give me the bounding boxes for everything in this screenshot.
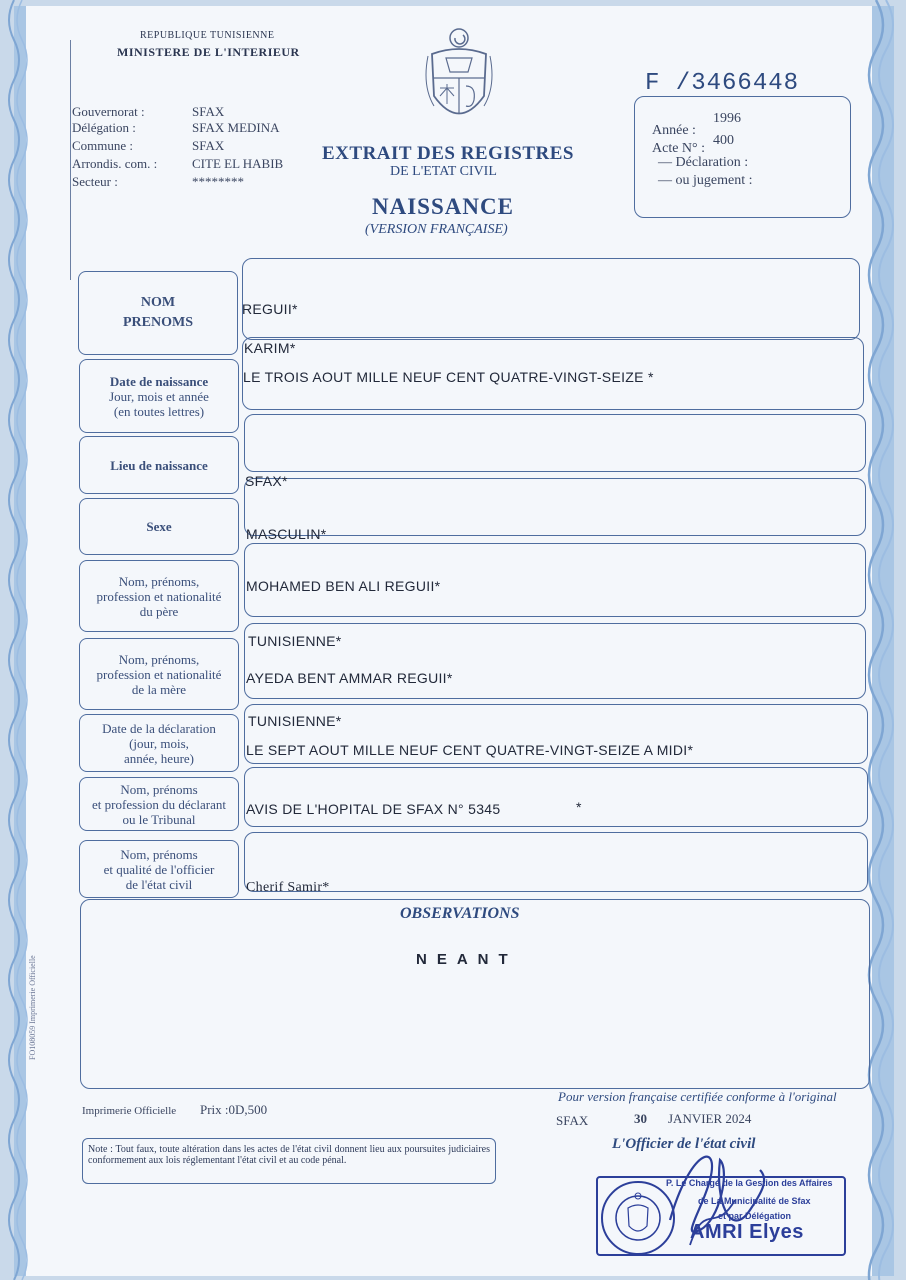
lieu-value: SFAX* — [245, 473, 288, 489]
title-extrait: EXTRAIT DES REGISTRES — [322, 143, 574, 164]
imprimerie-label: Imprimerie Officielle — [82, 1105, 177, 1117]
sexe-label: Sexe — [146, 519, 172, 534]
certification-text: Pour version française certifiée conforme à l'original — [558, 1089, 837, 1104]
side-print-text: FO108059 Imprimerie Officielle — [28, 955, 37, 1060]
stamp-name: AMRI Elyes — [690, 1221, 804, 1243]
stamp-line-1: P. Le Chargé de la Gestion des Affaires — [666, 1178, 833, 1188]
pere-label-1: Nom, prénoms, — [118, 573, 200, 589]
officier-value: Cherif Samir* — [246, 880, 330, 895]
field-value: SFAX MEDINA — [192, 120, 280, 135]
mere-label-3: de la mère — [131, 681, 187, 697]
title-naissance: NAISSANCE — [372, 194, 514, 219]
left-border-pattern — [0, 0, 30, 1280]
observations-title: OBSERVATIONS — [400, 905, 520, 922]
secteur-row — [72, 174, 244, 190]
acte-label: Acte N° : — [652, 141, 706, 156]
title-etat-civil: DE L'ETAT CIVIL — [390, 164, 497, 179]
prenom-value: KARIM* — [244, 340, 296, 356]
declarant-label-2: et profession du déclarant — [92, 796, 226, 812]
delegation-row — [72, 120, 280, 136]
republic-label: REPUBLIQUE TUNISIENNE — [140, 30, 275, 41]
note-text: Note : Tout faux, toute altération dans les actes de l'état civil donnent lieu aux poursuites judiciaires conformement aux lois réglementant l'état civil et au code pénal. — [88, 1144, 490, 1166]
nom-value: REGUII* — [242, 301, 298, 317]
month-year-value: JANVIER 2024 — [668, 1111, 752, 1126]
officier-value-box — [244, 832, 868, 892]
date-label-note: (en toutes lettres) — [113, 403, 205, 419]
lieu-label-box — [79, 436, 239, 494]
margin-line — [70, 40, 71, 280]
date-naissance-value: LE TROIS AOUT MILLE NEUF CENT QUATRE-VINGT-SEIZE * — [243, 369, 654, 385]
nom-value-box — [242, 258, 860, 340]
annee-label: Année : — [652, 123, 696, 138]
signature-mark — [660, 1140, 780, 1250]
officier-label-box — [79, 840, 239, 898]
annee-value: 1996 — [713, 111, 741, 126]
serial-number: F /3466448 — [645, 70, 800, 97]
ministry-label: MINISTERE DE L'INTERIEUR — [117, 45, 300, 59]
declaration-label-box — [79, 714, 239, 772]
declaration-value: LE SEPT AOUT MILLE NEUF CENT QUATRE-VINGT-SEIZE A MIDI* — [246, 742, 694, 758]
commune-row — [72, 138, 224, 154]
field-label: Secteur : — [72, 174, 118, 189]
declaration-label: — Déclaration : — [658, 155, 749, 170]
pere-label-3: du père — [139, 603, 179, 619]
place-value: SFAX — [556, 1113, 589, 1128]
decl-label-1: Date de la déclaration — [102, 720, 216, 736]
stamp-line-2: de La Municipalité de Sfax — [698, 1196, 811, 1206]
gouvernorat-row — [72, 104, 224, 120]
declarant-label-box — [79, 777, 239, 831]
sexe-label-box — [79, 498, 239, 555]
coat-of-arms-icon — [424, 26, 494, 136]
sexe-value-box — [244, 478, 866, 536]
nom-label-box — [78, 271, 238, 355]
declarant-star: * — [576, 799, 582, 815]
pere-nationalite-value: TUNISIENNE* — [248, 633, 342, 649]
sexe-value: MASCULIN* — [246, 526, 327, 542]
jugement-label: — ou jugement : — [658, 173, 753, 188]
arrondissement-row — [72, 156, 283, 172]
field-label: Arrondis. com. : — [72, 156, 158, 171]
field-value: CITE EL HABIB — [192, 156, 284, 171]
mere-value: AYEDA BENT AMMAR REGUII* — [246, 670, 453, 686]
lieu-value-box — [244, 414, 866, 472]
declarant-label-3: ou le Tribunal — [122, 811, 196, 827]
lieu-label: Lieu de naissance — [110, 457, 208, 473]
observations-value: NEANT — [416, 951, 518, 968]
mere-label-2: profession et nationalité — [96, 666, 222, 682]
mere-label-box — [79, 638, 239, 710]
nom-label: NOM — [140, 295, 176, 310]
observations-box — [80, 899, 870, 1089]
field-value: ******** — [192, 174, 244, 189]
officier-label-1: Nom, prénoms — [120, 846, 198, 862]
officer-label: L'Officier de l'état civil — [612, 1136, 756, 1152]
day-value: 30 — [634, 1111, 647, 1126]
declarant-value: AVIS DE L'HOPITAL DE SFAX N° 5345 — [246, 801, 501, 817]
mere-label-1: Nom, prénoms, — [118, 651, 200, 667]
officier-label-3: de l'état civil — [125, 876, 193, 892]
officier-label-2: et qualité de l'officier — [103, 861, 215, 877]
field-value: SFAX — [192, 138, 225, 153]
decl-label-3: année, heure) — [123, 750, 194, 766]
acte-value: 400 — [713, 133, 734, 148]
prenoms-label: PRENOMS — [123, 315, 193, 330]
mere-nationalite-value: TUNISIENNE* — [248, 713, 342, 729]
date-label-main: Date de naissance — [109, 373, 209, 389]
declarant-label-1: Nom, prénoms — [120, 781, 198, 797]
pere-label-2: profession et nationalité — [96, 588, 222, 604]
decl-label-2: (jour, mois, — [129, 735, 189, 751]
title-version: (VERSION FRANÇAISE) — [365, 222, 508, 237]
date-naissance-label-box — [79, 359, 239, 433]
pere-label-box — [79, 560, 239, 632]
pere-value: MOHAMED BEN ALI REGUII* — [246, 578, 441, 594]
field-value: SFAX — [192, 104, 225, 119]
declarant-value-box — [244, 767, 868, 827]
field-label: Commune : — [72, 138, 134, 153]
stamp-line-3: et par Délégation — [718, 1211, 792, 1221]
field-label: Délégation : — [72, 120, 136, 135]
date-label-sub: Jour, mois et année — [109, 388, 209, 404]
field-label: Gouvernorat : — [72, 104, 145, 119]
prix-label: Prix :0D,500 — [200, 1102, 268, 1117]
